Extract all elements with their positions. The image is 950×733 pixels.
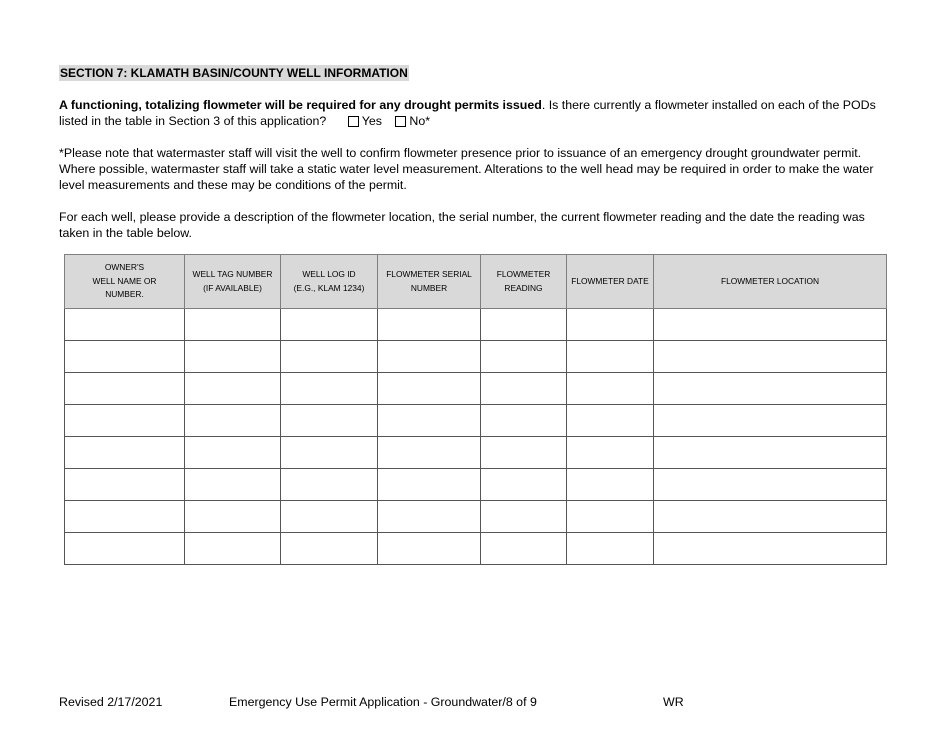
- flowmeter-question: [59, 97, 889, 129]
- table-row: [65, 309, 887, 341]
- cell-well-log-id[interactable]: [281, 437, 378, 469]
- cell-flowmeter-reading[interactable]: [481, 405, 567, 437]
- cell-owners-well-name[interactable]: [65, 469, 185, 501]
- cell-flowmeter-location[interactable]: [654, 341, 887, 373]
- cell-well-tag-number[interactable]: [185, 533, 281, 565]
- section-title: SECTION 7: KLAMATH BASIN/COUNTY WELL INFORMATION: [60, 66, 408, 80]
- table-row: [65, 437, 887, 469]
- cell-flowmeter-serial-number[interactable]: [378, 309, 481, 341]
- cell-flowmeter-location[interactable]: [654, 373, 887, 405]
- cell-flowmeter-date[interactable]: [567, 373, 654, 405]
- cell-flowmeter-date[interactable]: [567, 309, 654, 341]
- table-row: [65, 501, 887, 533]
- cell-flowmeter-date[interactable]: [567, 533, 654, 565]
- cell-owners-well-name[interactable]: [65, 341, 185, 373]
- header-flowmeter-serial-number: FLOWMETER SERIAL NUMBER: [378, 255, 481, 309]
- yes-checkbox[interactable]: [348, 116, 359, 127]
- cell-well-tag-number[interactable]: [185, 341, 281, 373]
- table-row: [65, 405, 887, 437]
- cell-well-log-id[interactable]: [281, 341, 378, 373]
- cell-well-tag-number[interactable]: [185, 437, 281, 469]
- cell-owners-well-name[interactable]: [65, 309, 185, 341]
- header-well-log-id: WELL LOG ID (E.G., KLAM 1234): [281, 255, 378, 309]
- cell-flowmeter-reading[interactable]: [481, 373, 567, 405]
- header-well-tag-number: WELL TAG NUMBER (IF AVAILABLE): [185, 255, 281, 309]
- cell-well-log-id[interactable]: [281, 533, 378, 565]
- cell-well-log-id[interactable]: [281, 469, 378, 501]
- no-label: No*: [409, 114, 431, 128]
- cell-flowmeter-reading[interactable]: [481, 309, 567, 341]
- cell-flowmeter-location[interactable]: [654, 533, 887, 565]
- cell-flowmeter-location[interactable]: [654, 437, 887, 469]
- cell-well-tag-number[interactable]: [185, 501, 281, 533]
- header-flowmeter-date: FLOWMETER DATE: [567, 255, 654, 309]
- cell-flowmeter-reading[interactable]: [481, 437, 567, 469]
- cell-flowmeter-date[interactable]: [567, 405, 654, 437]
- cell-well-log-id[interactable]: [281, 405, 378, 437]
- cell-owners-well-name[interactable]: [65, 501, 185, 533]
- cell-flowmeter-reading[interactable]: [481, 501, 567, 533]
- cell-well-tag-number[interactable]: [185, 373, 281, 405]
- header-owners-well-name: OWNER'S WELL NAME OR NUMBER.: [65, 255, 185, 309]
- cell-flowmeter-reading[interactable]: [481, 533, 567, 565]
- footer-revised-date: Revised 2/17/2021: [59, 695, 163, 709]
- cell-flowmeter-serial-number[interactable]: [378, 469, 481, 501]
- no-checkbox[interactable]: [395, 116, 406, 127]
- cell-flowmeter-location[interactable]: [654, 405, 887, 437]
- cell-flowmeter-location[interactable]: [654, 469, 887, 501]
- table-row: [65, 469, 887, 501]
- cell-well-log-id[interactable]: [281, 501, 378, 533]
- cell-flowmeter-date[interactable]: [567, 341, 654, 373]
- footer-form-title: Emergency Use Permit Application - Groundwater/8 of 9: [229, 695, 537, 709]
- cell-well-log-id[interactable]: [281, 309, 378, 341]
- cell-owners-well-name[interactable]: [65, 437, 185, 469]
- cell-flowmeter-reading[interactable]: [481, 341, 567, 373]
- cell-well-tag-number[interactable]: [185, 469, 281, 501]
- table-instructions: For each well, please provide a description of the flowmeter location, the serial number, the current flowmeter reading and the date the reading was taken in the table below.: [59, 210, 865, 240]
- cell-owners-well-name[interactable]: [65, 405, 185, 437]
- cell-owners-well-name[interactable]: [65, 533, 185, 565]
- cell-flowmeter-serial-number[interactable]: [378, 437, 481, 469]
- well-info-table: [64, 254, 887, 565]
- cell-owners-well-name[interactable]: [65, 373, 185, 405]
- cell-flowmeter-date[interactable]: [567, 501, 654, 533]
- cell-well-tag-number[interactable]: [185, 309, 281, 341]
- header-flowmeter-reading: FLOWMETER READING: [481, 255, 567, 309]
- header-flowmeter-location: FLOWMETER LOCATION: [654, 255, 887, 309]
- cell-flowmeter-location[interactable]: [654, 309, 887, 341]
- cell-flowmeter-serial-number[interactable]: [378, 501, 481, 533]
- cell-flowmeter-location[interactable]: [654, 501, 887, 533]
- cell-flowmeter-reading[interactable]: [481, 469, 567, 501]
- table-row: [65, 373, 887, 405]
- table-body: [65, 309, 887, 565]
- watermaster-note: *Please note that watermaster staff will visit the well to confirm flowmeter presence prior to issuance of an emergency drought groundwater permit. Where possible, watermaster staff will take a static water level measurement. Alterations to the well head may be required in order to make the water level measurements and these may be conditions of the permit.: [59, 146, 874, 192]
- table-row: [65, 341, 887, 373]
- flowmeter-choice-group: [348, 113, 440, 129]
- cell-flowmeter-serial-number[interactable]: [378, 533, 481, 565]
- cell-flowmeter-serial-number[interactable]: [378, 341, 481, 373]
- cell-well-tag-number[interactable]: [185, 405, 281, 437]
- flowmeter-question-text: . Is there currently a flowmeter installed on each of the PODs listed in the table in Section 3 of this application?: [59, 98, 876, 128]
- cell-flowmeter-date[interactable]: [567, 469, 654, 501]
- cell-flowmeter-date[interactable]: [567, 437, 654, 469]
- flowmeter-requirement-text: A functioning, totalizing flowmeter will be required for any drought permits issued: [59, 98, 542, 112]
- cell-well-log-id[interactable]: [281, 373, 378, 405]
- cell-flowmeter-serial-number[interactable]: [378, 373, 481, 405]
- table-row: [65, 533, 887, 565]
- footer-code: WR: [663, 695, 684, 709]
- yes-label: Yes: [361, 114, 382, 128]
- table-header-row: [65, 255, 887, 309]
- cell-flowmeter-serial-number[interactable]: [378, 405, 481, 437]
